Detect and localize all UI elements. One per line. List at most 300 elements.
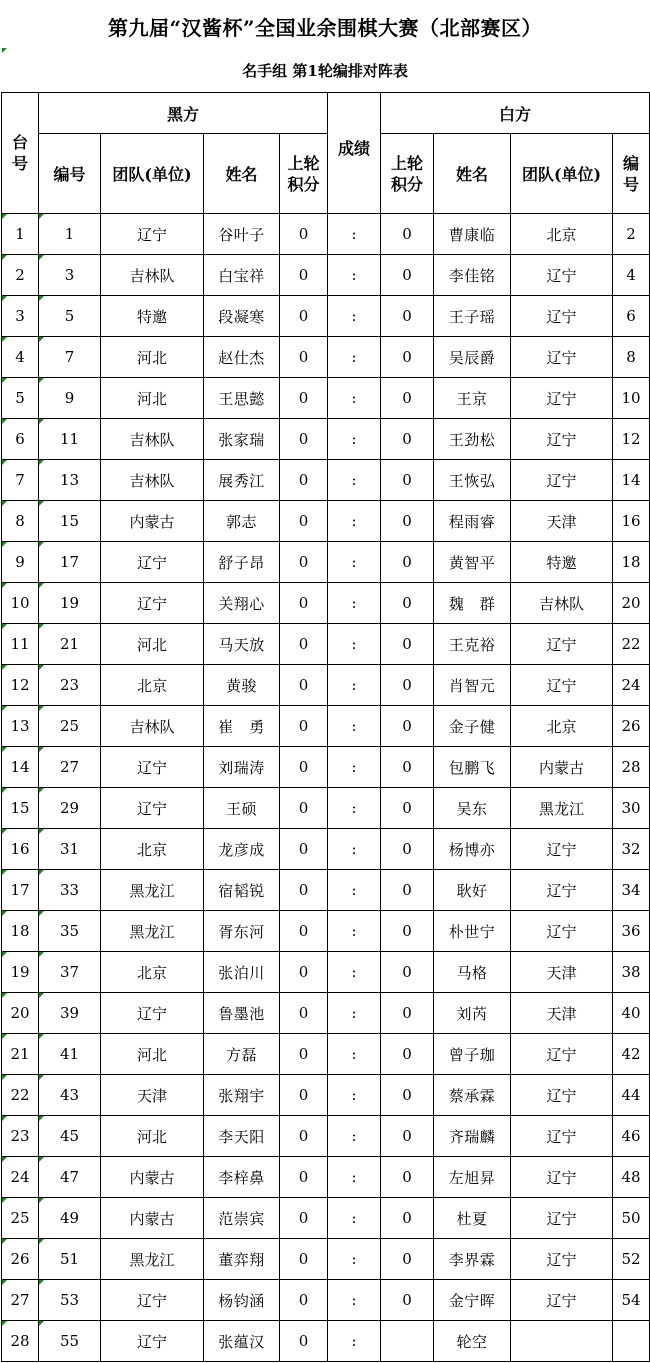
cell-white-no: 26 [613, 706, 650, 747]
cell-black-name: 段凝寒 [204, 296, 280, 337]
cell-white-team: 辽宁 [511, 1198, 613, 1239]
cell-white-team: 辽宁 [511, 296, 613, 337]
cell-white-team: 辽宁 [511, 419, 613, 460]
cell-white-prev-score: 0 [381, 583, 434, 624]
cell-white-no: 10 [613, 378, 650, 419]
cell-white-team: 辽宁 [511, 1034, 613, 1075]
table-row [2, 706, 650, 747]
cell-white-name: 曹康临 [434, 214, 511, 255]
cell-black-no: 29 [39, 788, 101, 829]
cell-white-name: 吴辰爵 [434, 337, 511, 378]
cell-table-no: 11 [2, 624, 39, 665]
table-row [2, 1075, 650, 1116]
cell-black-team: 辽宁 [101, 1321, 204, 1362]
cell-white-no: 20 [613, 583, 650, 624]
cell-black-team: 河北 [101, 1116, 204, 1157]
cell-black-team: 河北 [101, 337, 204, 378]
cell-white-prev-score: 0 [381, 1116, 434, 1157]
cell-black-prev-score: 0 [280, 1075, 328, 1116]
cell-result: : [328, 583, 381, 624]
cell-table-no: 22 [2, 1075, 39, 1116]
cell-result: : [328, 911, 381, 952]
cell-result: : [328, 870, 381, 911]
cell-black-prev-score: 0 [280, 706, 328, 747]
cell-table-no: 7 [2, 460, 39, 501]
cell-black-prev-score: 0 [280, 788, 328, 829]
cell-table-no: 18 [2, 911, 39, 952]
cell-table-no: 20 [2, 993, 39, 1034]
cell-result: : [328, 296, 381, 337]
cell-black-prev-score: 0 [280, 296, 328, 337]
cell-white-name: 刘芮 [434, 993, 511, 1034]
cell-white-team: 辽宁 [511, 337, 613, 378]
cell-black-team: 辽宁 [101, 747, 204, 788]
cell-black-name: 赵仕杰 [204, 337, 280, 378]
cell-table-no: 13 [2, 706, 39, 747]
header-white: 白方 [381, 93, 650, 134]
cell-white-prev-score: 0 [381, 419, 434, 460]
cell-black-team: 辽宁 [101, 214, 204, 255]
cell-black-name: 展秀江 [204, 460, 280, 501]
cell-white-name: 黄智平 [434, 542, 511, 583]
cell-white-no: 12 [613, 419, 650, 460]
cell-result: : [328, 993, 381, 1034]
cell-white-team: 内蒙古 [511, 747, 613, 788]
cell-table-no: 23 [2, 1116, 39, 1157]
cell-black-name: 杨钧涵 [204, 1280, 280, 1321]
cell-black-no: 3 [39, 255, 101, 296]
cell-white-no: 16 [613, 501, 650, 542]
cell-white-team: 天津 [511, 952, 613, 993]
cell-table-no: 26 [2, 1239, 39, 1280]
cell-table-no: 1 [2, 214, 39, 255]
header-white-team: 团队(单位) [511, 134, 613, 214]
cell-table-no: 27 [2, 1280, 39, 1321]
cell-white-no: 46 [613, 1116, 650, 1157]
cell-black-no: 33 [39, 870, 101, 911]
cell-black-name: 关翔心 [204, 583, 280, 624]
cell-white-name: 金宁晖 [434, 1280, 511, 1321]
cell-white-no: 52 [613, 1239, 650, 1280]
cell-white-prev-score: 0 [381, 1157, 434, 1198]
cell-black-name: 王硕 [204, 788, 280, 829]
cell-white-prev-score: 0 [381, 337, 434, 378]
header-row [2, 93, 650, 134]
cell-black-prev-score: 0 [280, 419, 328, 460]
table-row [2, 378, 650, 419]
cell-black-no: 43 [39, 1075, 101, 1116]
cell-white-prev-score: 0 [381, 870, 434, 911]
cell-black-name: 王思懿 [204, 378, 280, 419]
cell-table-no: 19 [2, 952, 39, 993]
cell-white-name: 马格 [434, 952, 511, 993]
page-title: 第九届“汉酱杯”全国业余围棋大赛（北部赛区） [107, 16, 542, 40]
cell-black-name: 范崇宾 [204, 1198, 280, 1239]
cell-black-prev-score: 0 [280, 214, 328, 255]
cell-white-name: 杜夏 [434, 1198, 511, 1239]
cell-result: : [328, 255, 381, 296]
cell-white-no: 36 [613, 911, 650, 952]
cell-white-name: 肖智元 [434, 665, 511, 706]
cell-white-no: 34 [613, 870, 650, 911]
cell-black-name: 白宝祥 [204, 255, 280, 296]
cell-black-team: 河北 [101, 624, 204, 665]
cell-black-prev-score: 0 [280, 1239, 328, 1280]
cell-black-prev-score: 0 [280, 747, 328, 788]
header-row [2, 134, 650, 214]
cell-black-no: 39 [39, 993, 101, 1034]
cell-black-team: 吉林队 [101, 255, 204, 296]
cell-black-team: 辽宁 [101, 788, 204, 829]
cell-black-name: 宿韬锐 [204, 870, 280, 911]
cell-black-team: 河北 [101, 1034, 204, 1075]
header-white-prev: 上轮积分 [381, 134, 434, 214]
cell-black-prev-score: 0 [280, 337, 328, 378]
cell-result: : [328, 1239, 381, 1280]
cell-black-prev-score: 0 [280, 501, 328, 542]
cell-white-no: 42 [613, 1034, 650, 1075]
cell-marker [2, 48, 7, 53]
cell-black-no: 11 [39, 419, 101, 460]
cell-black-no: 5 [39, 296, 101, 337]
cell-white-name: 王恢弘 [434, 460, 511, 501]
cell-white-team: 辽宁 [511, 1280, 613, 1321]
cell-white-prev-score: 0 [381, 255, 434, 296]
cell-black-name: 李天阳 [204, 1116, 280, 1157]
cell-white-team: 辽宁 [511, 911, 613, 952]
cell-white-no: 4 [613, 255, 650, 296]
header-white-name: 姓名 [434, 134, 511, 214]
cell-black-prev-score: 0 [280, 1280, 328, 1321]
table-row [2, 911, 650, 952]
cell-black-prev-score: 0 [280, 870, 328, 911]
table-row [2, 1157, 650, 1198]
cell-result: : [328, 747, 381, 788]
cell-white-name: 包鹏飞 [434, 747, 511, 788]
cell-black-no: 17 [39, 542, 101, 583]
cell-white-name: 曾子珈 [434, 1034, 511, 1075]
cell-black-name: 张泊川 [204, 952, 280, 993]
cell-white-team: 辽宁 [511, 378, 613, 419]
cell-black-no: 45 [39, 1116, 101, 1157]
table-row [2, 1321, 650, 1362]
table-row [2, 255, 650, 296]
cell-table-no: 16 [2, 829, 39, 870]
cell-table-no: 28 [2, 1321, 39, 1362]
cell-result: : [328, 337, 381, 378]
table-row [2, 501, 650, 542]
cell-result: : [328, 706, 381, 747]
cell-table-no: 15 [2, 788, 39, 829]
cell-table-no: 12 [2, 665, 39, 706]
cell-white-no: 24 [613, 665, 650, 706]
cell-white-name: 李佳铭 [434, 255, 511, 296]
cell-white-prev-score: 0 [381, 829, 434, 870]
cell-black-prev-score: 0 [280, 1198, 328, 1239]
cell-black-no: 49 [39, 1198, 101, 1239]
cell-white-name: 王劲松 [434, 419, 511, 460]
cell-black-team: 北京 [101, 665, 204, 706]
cell-table-no: 14 [2, 747, 39, 788]
cell-result: : [328, 1280, 381, 1321]
cell-white-name: 王子瑶 [434, 296, 511, 337]
cell-result: : [328, 542, 381, 583]
cell-white-team: 辽宁 [511, 624, 613, 665]
cell-black-no: 41 [39, 1034, 101, 1075]
cell-white-prev-score: 0 [381, 1280, 434, 1321]
table-row [2, 583, 650, 624]
cell-result: : [328, 214, 381, 255]
cell-black-no: 35 [39, 911, 101, 952]
cell-black-name: 崔 勇 [204, 706, 280, 747]
cell-white-prev-score: 0 [381, 501, 434, 542]
cell-black-name: 黄骏 [204, 665, 280, 706]
table-row [2, 747, 650, 788]
cell-white-prev-score: 0 [381, 1034, 434, 1075]
cell-white-name: 吴东 [434, 788, 511, 829]
cell-white-prev-score: 0 [381, 214, 434, 255]
cell-table-no: 4 [2, 337, 39, 378]
cell-black-team: 河北 [101, 378, 204, 419]
cell-black-name: 马天放 [204, 624, 280, 665]
pairing-table [1, 92, 650, 1362]
table-row [2, 1116, 650, 1157]
cell-result: : [328, 1116, 381, 1157]
cell-black-name: 刘瑞涛 [204, 747, 280, 788]
cell-white-no: 8 [613, 337, 650, 378]
cell-black-no: 13 [39, 460, 101, 501]
cell-table-no: 25 [2, 1198, 39, 1239]
table-row [2, 296, 650, 337]
table-row [2, 870, 650, 911]
cell-white-no: 48 [613, 1157, 650, 1198]
cell-black-name: 方磊 [204, 1034, 280, 1075]
cell-white-prev-score: 0 [381, 1075, 434, 1116]
cell-white-no: 50 [613, 1198, 650, 1239]
cell-white-name: 齐瑞麟 [434, 1116, 511, 1157]
cell-black-no: 47 [39, 1157, 101, 1198]
cell-black-name: 鲁墨池 [204, 993, 280, 1034]
table-row [2, 214, 650, 255]
cell-result: : [328, 952, 381, 993]
cell-table-no: 2 [2, 255, 39, 296]
cell-black-team: 辽宁 [101, 993, 204, 1034]
cell-white-team: 特邀 [511, 542, 613, 583]
table-row [2, 1198, 650, 1239]
cell-black-name: 董弈翔 [204, 1239, 280, 1280]
cell-white-team: 黑龙江 [511, 788, 613, 829]
cell-white-name: 左旭昇 [434, 1157, 511, 1198]
table-row [2, 665, 650, 706]
cell-result: : [328, 1321, 381, 1362]
cell-black-prev-score: 0 [280, 1157, 328, 1198]
cell-white-no: 6 [613, 296, 650, 337]
cell-black-no: 1 [39, 214, 101, 255]
cell-white-prev-score: 0 [381, 911, 434, 952]
cell-result: : [328, 1075, 381, 1116]
cell-black-no: 37 [39, 952, 101, 993]
cell-black-team: 辽宁 [101, 1280, 204, 1321]
cell-white-prev-score: 0 [381, 624, 434, 665]
cell-white-team: 辽宁 [511, 255, 613, 296]
header-black-team: 团队(单位) [101, 134, 204, 214]
cell-white-team: 辽宁 [511, 1075, 613, 1116]
cell-white-name: 金子健 [434, 706, 511, 747]
table-row [2, 829, 650, 870]
header-result: 成绩 [328, 93, 381, 214]
cell-black-name: 舒子昂 [204, 542, 280, 583]
table-row [2, 337, 650, 378]
cell-white-team: 辽宁 [511, 1116, 613, 1157]
cell-black-prev-score: 0 [280, 665, 328, 706]
cell-black-prev-score: 0 [280, 1034, 328, 1075]
cell-table-no: 24 [2, 1157, 39, 1198]
cell-white-name: 王克裕 [434, 624, 511, 665]
cell-result: : [328, 624, 381, 665]
cell-white-team: 辽宁 [511, 870, 613, 911]
cell-black-team: 辽宁 [101, 583, 204, 624]
cell-black-team: 内蒙古 [101, 501, 204, 542]
cell-result: : [328, 1034, 381, 1075]
cell-black-no: 31 [39, 829, 101, 870]
cell-result: : [328, 1198, 381, 1239]
cell-black-team: 黑龙江 [101, 1239, 204, 1280]
cell-table-no: 21 [2, 1034, 39, 1075]
cell-white-no: 2 [613, 214, 650, 255]
cell-black-prev-score: 0 [280, 624, 328, 665]
cell-white-prev-score: 0 [381, 788, 434, 829]
cell-result: : [328, 1157, 381, 1198]
cell-black-name: 郭志 [204, 501, 280, 542]
cell-black-prev-score: 0 [280, 583, 328, 624]
cell-white-no [613, 1321, 650, 1362]
cell-white-name: 轮空 [434, 1321, 511, 1362]
cell-white-name: 杨博亦 [434, 829, 511, 870]
cell-black-no: 15 [39, 501, 101, 542]
cell-black-name: 胥东河 [204, 911, 280, 952]
cell-black-team: 北京 [101, 952, 204, 993]
cell-white-no: 22 [613, 624, 650, 665]
cell-white-prev-score: 0 [381, 993, 434, 1034]
cell-white-prev-score: 0 [381, 1239, 434, 1280]
cell-black-team: 天津 [101, 1075, 204, 1116]
cell-result: : [328, 460, 381, 501]
table-row [2, 788, 650, 829]
cell-black-name: 李梓鼻 [204, 1157, 280, 1198]
cell-result: : [328, 378, 381, 419]
table-row [2, 952, 650, 993]
cell-black-no: 25 [39, 706, 101, 747]
header-black-no: 编号 [39, 134, 101, 214]
cell-result: : [328, 419, 381, 460]
cell-white-no: 28 [613, 747, 650, 788]
cell-white-no: 18 [613, 542, 650, 583]
table-row [2, 1239, 650, 1280]
cell-black-prev-score: 0 [280, 952, 328, 993]
cell-black-team: 吉林队 [101, 460, 204, 501]
cell-table-no: 6 [2, 419, 39, 460]
cell-white-team: 辽宁 [511, 1157, 613, 1198]
cell-white-no: 14 [613, 460, 650, 501]
cell-white-no: 54 [613, 1280, 650, 1321]
cell-black-team: 黑龙江 [101, 870, 204, 911]
header-table-no: 台号 [2, 93, 39, 214]
cell-table-no: 8 [2, 501, 39, 542]
cell-white-name: 魏 群 [434, 583, 511, 624]
cell-black-team: 辽宁 [101, 542, 204, 583]
table-row [2, 624, 650, 665]
cell-black-name: 张翔宇 [204, 1075, 280, 1116]
cell-black-prev-score: 0 [280, 993, 328, 1034]
cell-black-no: 27 [39, 747, 101, 788]
cell-white-no: 30 [613, 788, 650, 829]
cell-white-prev-score: 0 [381, 542, 434, 583]
cell-white-prev-score: 0 [381, 747, 434, 788]
cell-black-team: 内蒙古 [101, 1198, 204, 1239]
cell-black-prev-score: 0 [280, 542, 328, 583]
cell-black-prev-score: 0 [280, 255, 328, 296]
cell-black-prev-score: 0 [280, 1321, 328, 1362]
cell-black-no: 23 [39, 665, 101, 706]
cell-black-prev-score: 0 [280, 829, 328, 870]
cell-black-team: 内蒙古 [101, 1157, 204, 1198]
page-subtitle: 名手组 第1轮编排对阵表 [242, 62, 408, 80]
cell-black-name: 张家瑞 [204, 419, 280, 460]
table-row [2, 542, 650, 583]
cell-white-team: 北京 [511, 214, 613, 255]
cell-white-prev-score [381, 1321, 434, 1362]
cell-white-team: 天津 [511, 993, 613, 1034]
cell-table-no: 5 [2, 378, 39, 419]
table-row [2, 993, 650, 1034]
cell-result: : [328, 788, 381, 829]
cell-white-team [511, 1321, 613, 1362]
cell-black-team: 黑龙江 [101, 911, 204, 952]
cell-white-team: 天津 [511, 501, 613, 542]
cell-black-prev-score: 0 [280, 911, 328, 952]
cell-black-prev-score: 0 [280, 460, 328, 501]
cell-black-no: 21 [39, 624, 101, 665]
header-white-no: 编号 [613, 134, 650, 214]
cell-black-team: 吉林队 [101, 419, 204, 460]
cell-black-no: 55 [39, 1321, 101, 1362]
cell-white-no: 38 [613, 952, 650, 993]
cell-white-name: 蔡承霖 [434, 1075, 511, 1116]
header-black-prev: 上轮积分 [280, 134, 328, 214]
cell-white-name: 耿好 [434, 870, 511, 911]
cell-white-name: 朴世宁 [434, 911, 511, 952]
cell-black-team: 特邀 [101, 296, 204, 337]
cell-black-name: 龙彦成 [204, 829, 280, 870]
header-black: 黑方 [39, 93, 328, 134]
cell-white-prev-score: 0 [381, 952, 434, 993]
cell-result: : [328, 665, 381, 706]
cell-black-team: 北京 [101, 829, 204, 870]
cell-black-no: 9 [39, 378, 101, 419]
cell-white-prev-score: 0 [381, 296, 434, 337]
cell-white-no: 32 [613, 829, 650, 870]
cell-white-team: 辽宁 [511, 665, 613, 706]
cell-result: : [328, 501, 381, 542]
cell-white-no: 40 [613, 993, 650, 1034]
cell-table-no: 9 [2, 542, 39, 583]
cell-white-name: 李界霖 [434, 1239, 511, 1280]
cell-white-prev-score: 0 [381, 665, 434, 706]
cell-black-prev-score: 0 [280, 1116, 328, 1157]
cell-white-team: 辽宁 [511, 1239, 613, 1280]
cell-black-no: 19 [39, 583, 101, 624]
header-black-name: 姓名 [204, 134, 280, 214]
